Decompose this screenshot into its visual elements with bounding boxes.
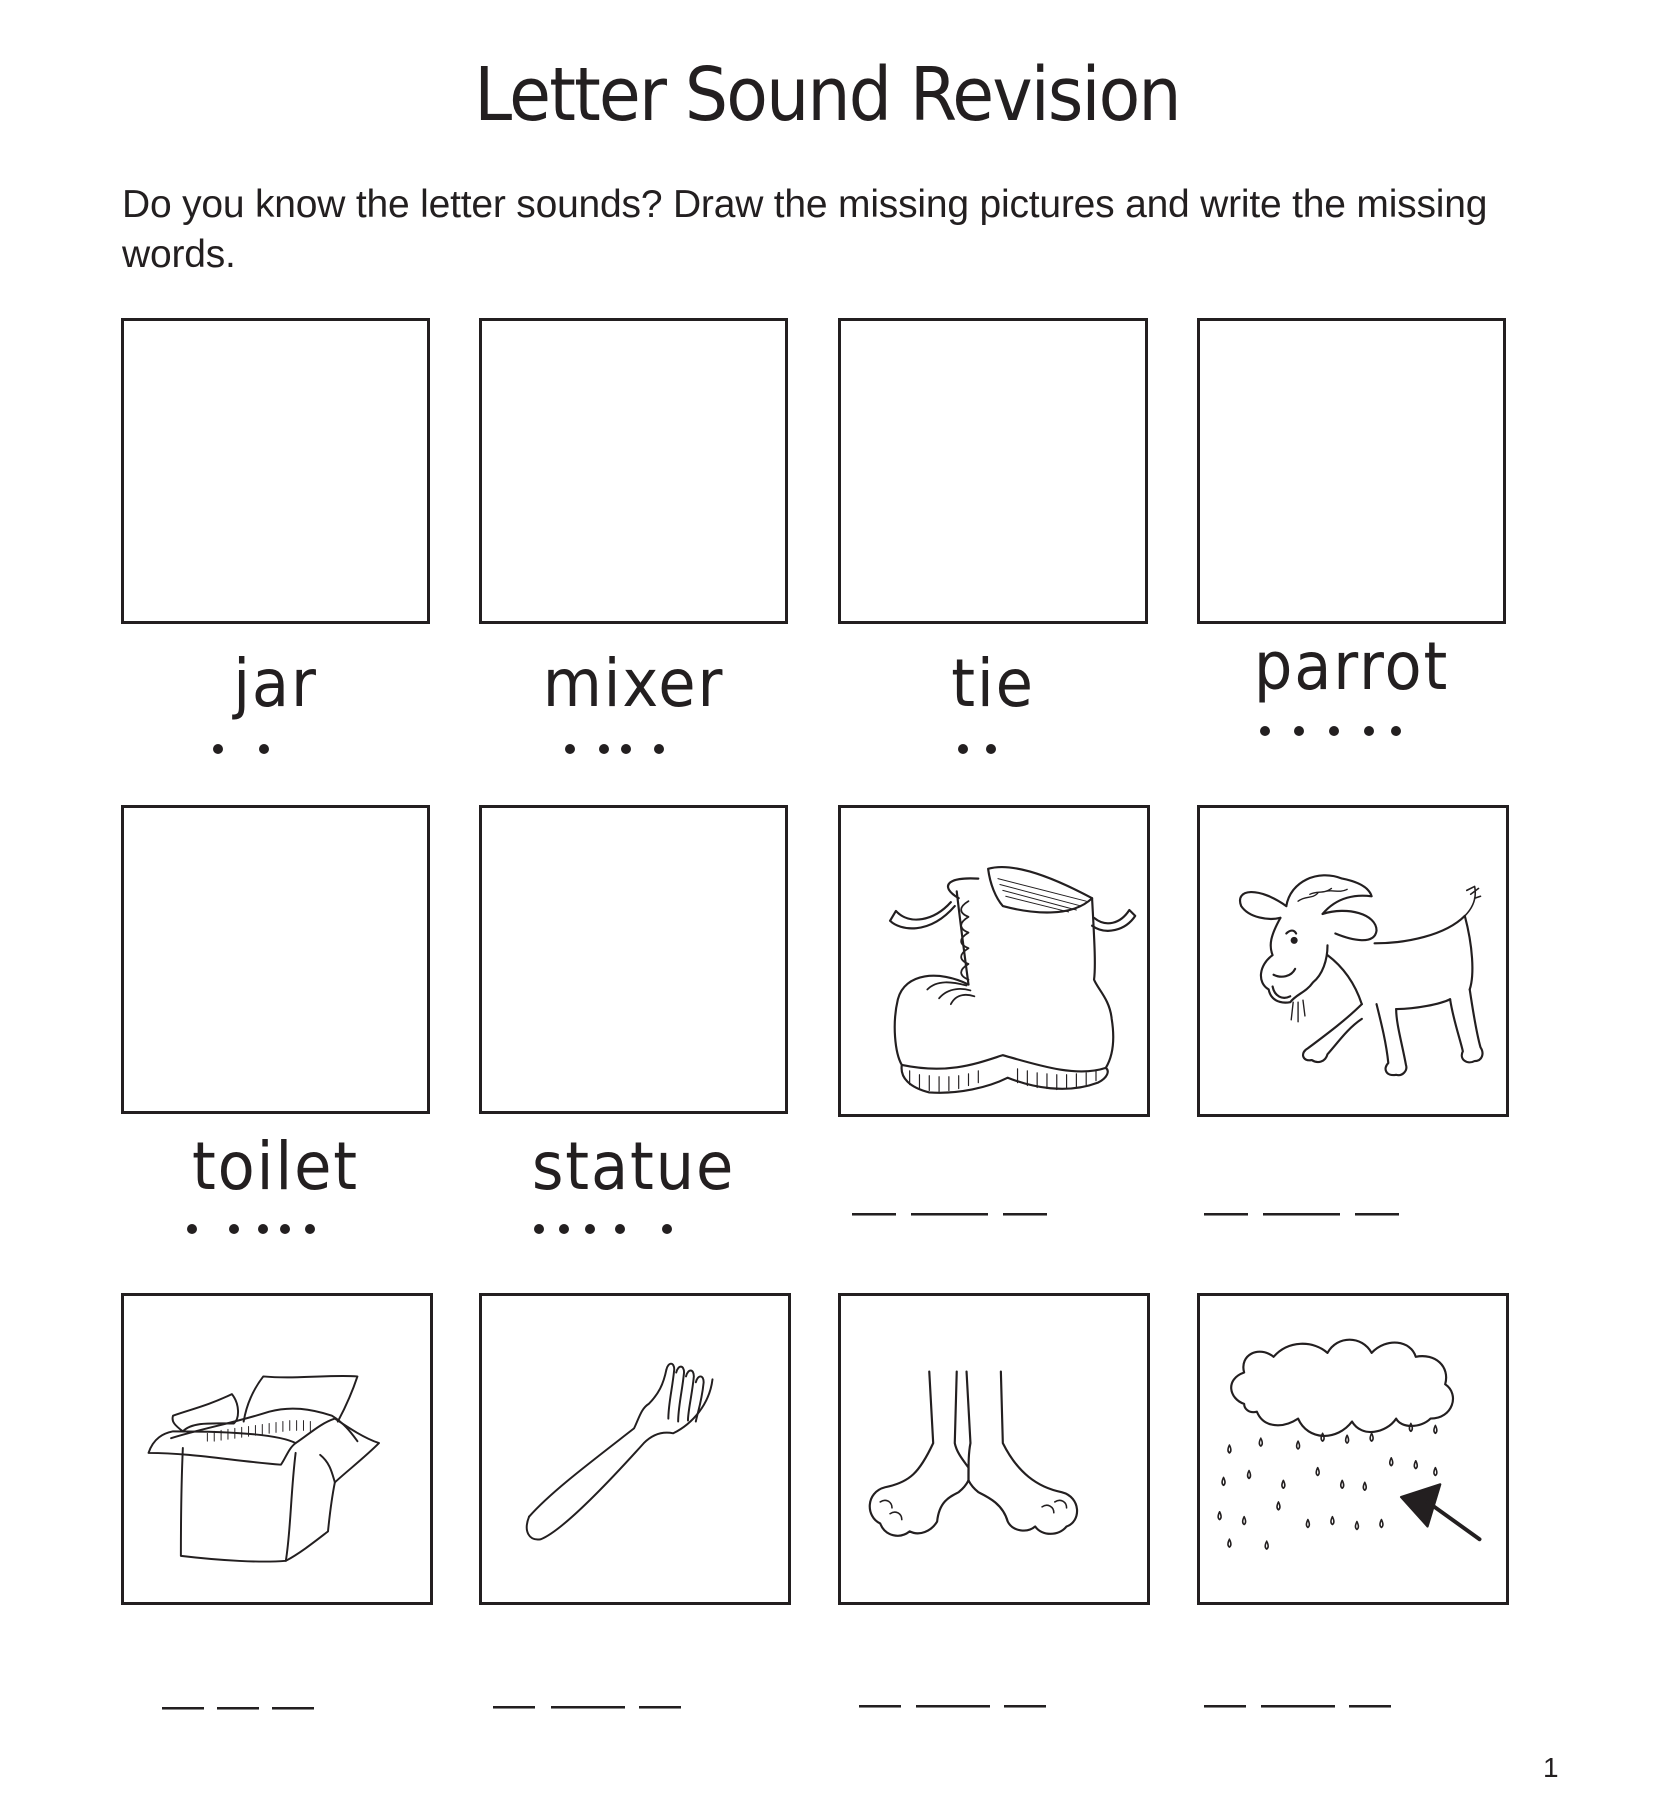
blank-line[interactable] bbox=[1003, 1213, 1047, 1216]
feet-icon bbox=[841, 1296, 1147, 1602]
drawing-box-jar[interactable] bbox=[121, 318, 430, 624]
drawing-box-statue[interactable] bbox=[479, 805, 788, 1114]
sound-dots-statue bbox=[479, 1224, 788, 1236]
drawing-box-mixer[interactable] bbox=[479, 318, 788, 624]
page-title: Letter Sound Revision bbox=[474, 52, 1180, 138]
sound-dot bbox=[213, 744, 223, 754]
sound-dot bbox=[258, 1224, 268, 1234]
write-blanks-box[interactable] bbox=[121, 1707, 433, 1711]
boot-icon bbox=[841, 808, 1147, 1114]
drawing-box-parrot[interactable] bbox=[1197, 318, 1506, 624]
sound-dot bbox=[662, 1224, 672, 1234]
instructions-text: Do you know the letter sounds? Draw the missing pictures and write the missing words. bbox=[122, 183, 1488, 276]
sound-dot bbox=[599, 744, 609, 754]
fork-icon bbox=[482, 1296, 788, 1602]
blank-line[interactable] bbox=[911, 1213, 988, 1216]
word-toilet: toilet bbox=[192, 1128, 359, 1205]
sound-dot bbox=[565, 744, 575, 754]
blank-line[interactable] bbox=[916, 1705, 990, 1708]
sound-dots-mixer bbox=[479, 744, 788, 756]
blank-line[interactable] bbox=[272, 1707, 314, 1710]
word-statue: statue bbox=[531, 1128, 736, 1205]
page-number: 1 bbox=[1543, 1752, 1559, 1783]
blank-line[interactable] bbox=[551, 1706, 625, 1709]
picture-box-fork bbox=[479, 1293, 791, 1605]
sound-dot bbox=[305, 1224, 315, 1234]
sound-dot bbox=[1329, 726, 1339, 736]
blank-line[interactable] bbox=[639, 1706, 681, 1709]
sound-dot bbox=[958, 744, 968, 754]
write-blanks-goat[interactable] bbox=[1197, 1213, 1509, 1217]
sound-dot bbox=[229, 1224, 239, 1234]
sound-dot bbox=[187, 1224, 197, 1234]
write-blanks-feet[interactable] bbox=[838, 1705, 1150, 1709]
blank-line[interactable] bbox=[1261, 1705, 1335, 1708]
write-blanks-rain[interactable] bbox=[1197, 1705, 1509, 1709]
blank-line[interactable] bbox=[217, 1707, 259, 1710]
sound-dots-jar bbox=[121, 744, 430, 756]
goat-icon bbox=[1200, 808, 1506, 1114]
write-blanks-boot[interactable] bbox=[838, 1213, 1150, 1217]
word-jar: jar bbox=[233, 645, 318, 722]
blank-line[interactable] bbox=[852, 1213, 896, 1216]
sound-dot bbox=[986, 744, 996, 754]
word-tie: tie bbox=[951, 645, 1035, 722]
sound-dot bbox=[585, 1224, 595, 1234]
word-mixer: mixer bbox=[542, 645, 725, 722]
blank-line[interactable] bbox=[493, 1706, 535, 1709]
sound-dot bbox=[259, 744, 269, 754]
drawing-box-toilet[interactable] bbox=[121, 805, 430, 1114]
sound-dot bbox=[559, 1224, 569, 1234]
box-icon bbox=[124, 1296, 430, 1602]
picture-box-box bbox=[121, 1293, 433, 1605]
sound-dot bbox=[534, 1224, 544, 1234]
sound-dots-tie bbox=[838, 744, 1148, 756]
blank-line[interactable] bbox=[1263, 1213, 1340, 1216]
rain-icon bbox=[1200, 1296, 1506, 1602]
blank-line[interactable] bbox=[162, 1707, 204, 1710]
sound-dot bbox=[1364, 726, 1374, 736]
sound-dots-toilet bbox=[121, 1224, 430, 1236]
blank-line[interactable] bbox=[1004, 1705, 1046, 1708]
blank-line[interactable] bbox=[1204, 1705, 1246, 1708]
sound-dots-parrot bbox=[1197, 726, 1506, 738]
sound-dot bbox=[280, 1224, 290, 1234]
drawing-box-tie[interactable] bbox=[838, 318, 1148, 624]
blank-line[interactable] bbox=[859, 1705, 901, 1708]
blank-line[interactable] bbox=[1349, 1705, 1391, 1708]
picture-box-feet bbox=[838, 1293, 1150, 1605]
picture-box-boot bbox=[838, 805, 1150, 1117]
sound-dot bbox=[1294, 726, 1304, 736]
sound-dot bbox=[621, 744, 631, 754]
sound-dot bbox=[615, 1224, 625, 1234]
picture-box-rain bbox=[1197, 1293, 1509, 1605]
sound-dot bbox=[654, 744, 664, 754]
write-blanks-fork[interactable] bbox=[479, 1706, 791, 1710]
word-parrot: parrot bbox=[1253, 628, 1450, 705]
sound-dot bbox=[1391, 726, 1401, 736]
blank-line[interactable] bbox=[1355, 1213, 1399, 1216]
blank-line[interactable] bbox=[1204, 1213, 1248, 1216]
sound-dot bbox=[1260, 726, 1270, 736]
picture-box-goat bbox=[1197, 805, 1509, 1117]
